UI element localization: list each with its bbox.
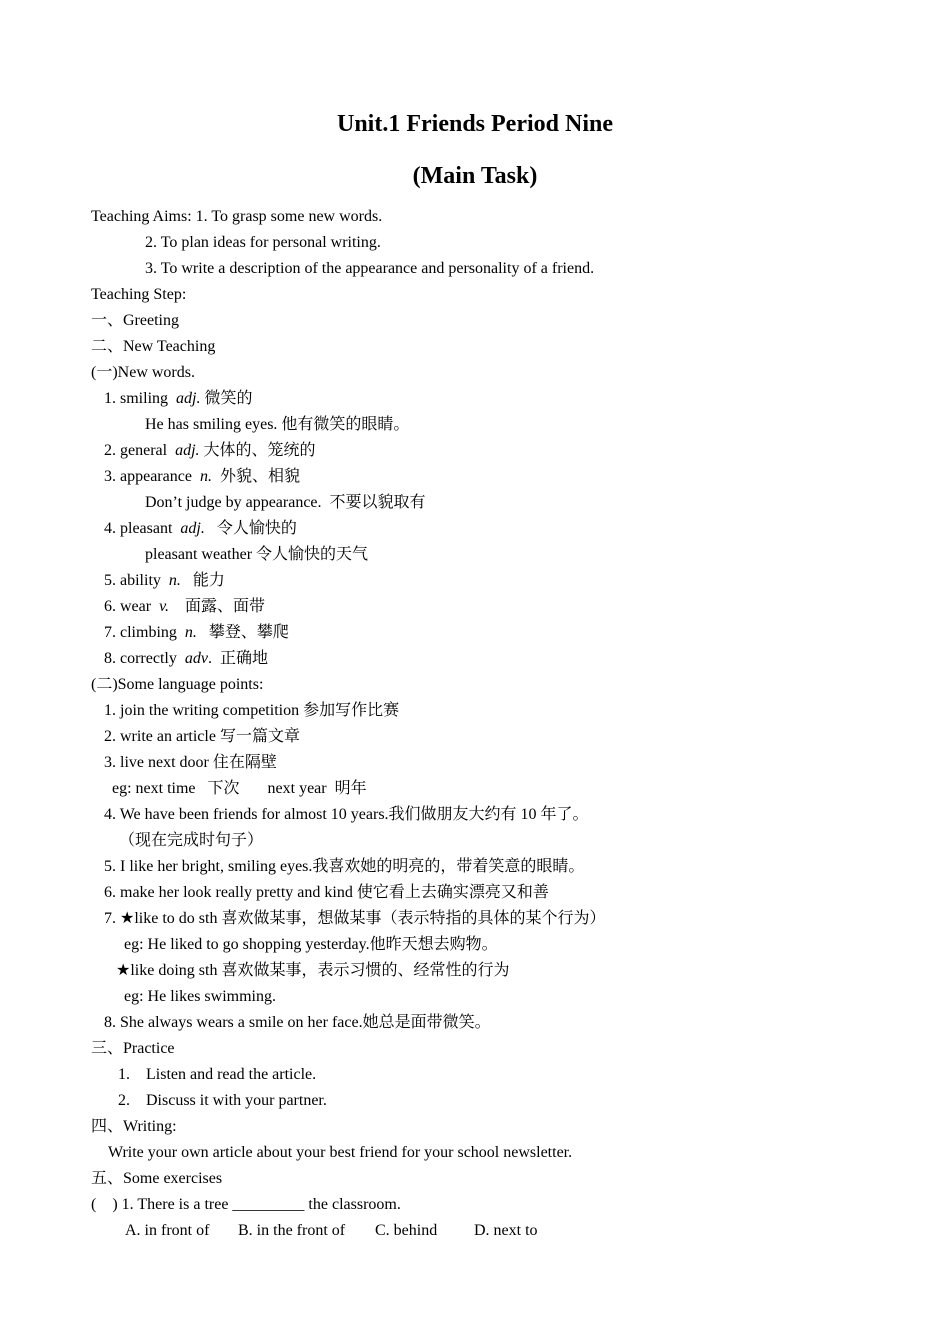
- language-point: ★like doing sth 喜欢做某事，表示习惯的、经常性的行为: [116, 962, 510, 979]
- vocab-meaning: 能力: [180, 572, 225, 589]
- aim-item: 2. To plan ideas for personal writing.: [145, 234, 381, 251]
- language-example: eg: next time 下次 next year 明年: [112, 780, 367, 797]
- language-point: 5. I like her bright, smiling eyes.我喜欢她的明亮的，带着笑意的眼睛。: [104, 858, 585, 875]
- language-point: 2. write an article 写一篇文章: [104, 728, 300, 745]
- page-title: Unit.1 Friends Period Nine: [337, 111, 613, 137]
- aims-label: Teaching Aims:: [91, 208, 192, 225]
- language-point: 8. She always wears a smile on her face.她总是面带微笑。: [104, 1014, 491, 1031]
- aim-item: 1. To grasp some new words.: [195, 208, 383, 225]
- vocab-pos: v.: [159, 598, 170, 615]
- vocab-pos: adv: [184, 650, 208, 667]
- vocab-meaning: 微笑的: [200, 390, 253, 407]
- vocab-word: 6. wear: [104, 598, 160, 615]
- vocab-meaning: 面露、面带: [169, 598, 266, 615]
- vocab-pos: adj.: [175, 442, 200, 459]
- vocab-item: [104, 623, 289, 643]
- language-point: 4. We have been friends for almost 10 years.我们做朋友大约有 10 年了。: [104, 806, 589, 823]
- language-note: （现在完成时句子）: [119, 832, 264, 849]
- vocab-item: [104, 597, 265, 617]
- vocab-example: Don’t judge by appearance. 不要以貌取有: [145, 494, 426, 511]
- vocab-word: 7. climbing: [104, 624, 185, 641]
- practice-text: Discuss it with your partner.: [146, 1092, 327, 1109]
- vocab-word: 8. correctly: [104, 650, 185, 667]
- language-example: eg: He liked to go shopping yesterday.他昨天想去购物。: [124, 936, 498, 953]
- vocab-meaning: 大体的、笼统的: [199, 442, 316, 459]
- exercise-option: B. in the front of: [238, 1222, 346, 1239]
- aims-line: [91, 207, 382, 227]
- subsection-heading: (二)Some language points:: [91, 676, 264, 693]
- vocab-meaning: 令人愉快的: [204, 520, 297, 537]
- exercise-question: ( ) 1. There is a tree _________ the classroom.: [91, 1196, 401, 1213]
- vocab-word: 5. ability: [104, 572, 169, 589]
- language-point: 3. live next door 住在隔壁: [104, 754, 277, 771]
- vocab-pos: n.: [199, 468, 212, 485]
- vocab-word: 3. appearance: [104, 468, 200, 485]
- vocab-word: 4. pleasant: [104, 520, 181, 537]
- practice-item: [118, 1091, 327, 1111]
- aim-item: 3. To write a description of the appearance and personality of a friend.: [145, 260, 595, 277]
- practice-item: [118, 1065, 316, 1085]
- vocab-pos: n.: [168, 572, 181, 589]
- page-subtitle: (Main Task): [412, 163, 538, 189]
- vocab-word: 2. general: [104, 442, 176, 459]
- language-point: 7. ★like to do sth 喜欢做某事，想做某事（表示特指的具体的某个行为）: [104, 910, 606, 927]
- practice-number: 1.: [118, 1066, 130, 1083]
- subsection-heading: (一)New words.: [91, 364, 195, 381]
- vocab-meaning: . 正确地: [207, 650, 268, 667]
- vocab-word: 1. smiling: [104, 390, 177, 407]
- steps-label: Teaching Step:: [91, 286, 187, 303]
- practice-number: 2.: [118, 1092, 130, 1109]
- section-heading: 四、Writing:: [91, 1118, 177, 1135]
- vocab-item: [104, 649, 268, 669]
- section-heading: 二、New Teaching: [91, 338, 216, 355]
- practice-text: Listen and read the article.: [146, 1066, 317, 1083]
- section-heading: 五、Some exercises: [91, 1170, 223, 1187]
- vocab-item: [104, 571, 225, 591]
- vocab-meaning: 外貌、相貌: [211, 468, 300, 485]
- vocab-pos: adj.: [176, 390, 201, 407]
- section-heading: 一、Greeting: [91, 312, 179, 329]
- vocab-pos: n.: [184, 624, 197, 641]
- exercise-option: C. behind: [375, 1222, 438, 1239]
- exercise-option: A. in front of: [125, 1222, 210, 1239]
- exercise-option: D. next to: [474, 1222, 538, 1239]
- vocab-item: [104, 441, 316, 461]
- vocab-example: pleasant weather 令人愉快的天气: [145, 546, 369, 563]
- vocab-meaning: 攀登、攀爬: [196, 624, 289, 641]
- vocab-item: [104, 519, 297, 539]
- vocab-example: He has smiling eyes. 他有微笑的眼睛。: [145, 416, 410, 433]
- vocab-item: [104, 389, 252, 409]
- section-heading: 三、Practice: [91, 1040, 175, 1057]
- vocab-item: [104, 467, 300, 487]
- writing-task: Write your own article about your best friend for your school newsletter.: [108, 1144, 573, 1161]
- vocab-pos: adj.: [180, 520, 205, 537]
- language-point: 6. make her look really pretty and kind 使它看上去确实漂亮又和善: [104, 884, 549, 901]
- language-point: 1. join the writing competition 参加写作比赛: [104, 702, 400, 719]
- language-example: eg: He likes swimming.: [124, 988, 276, 1005]
